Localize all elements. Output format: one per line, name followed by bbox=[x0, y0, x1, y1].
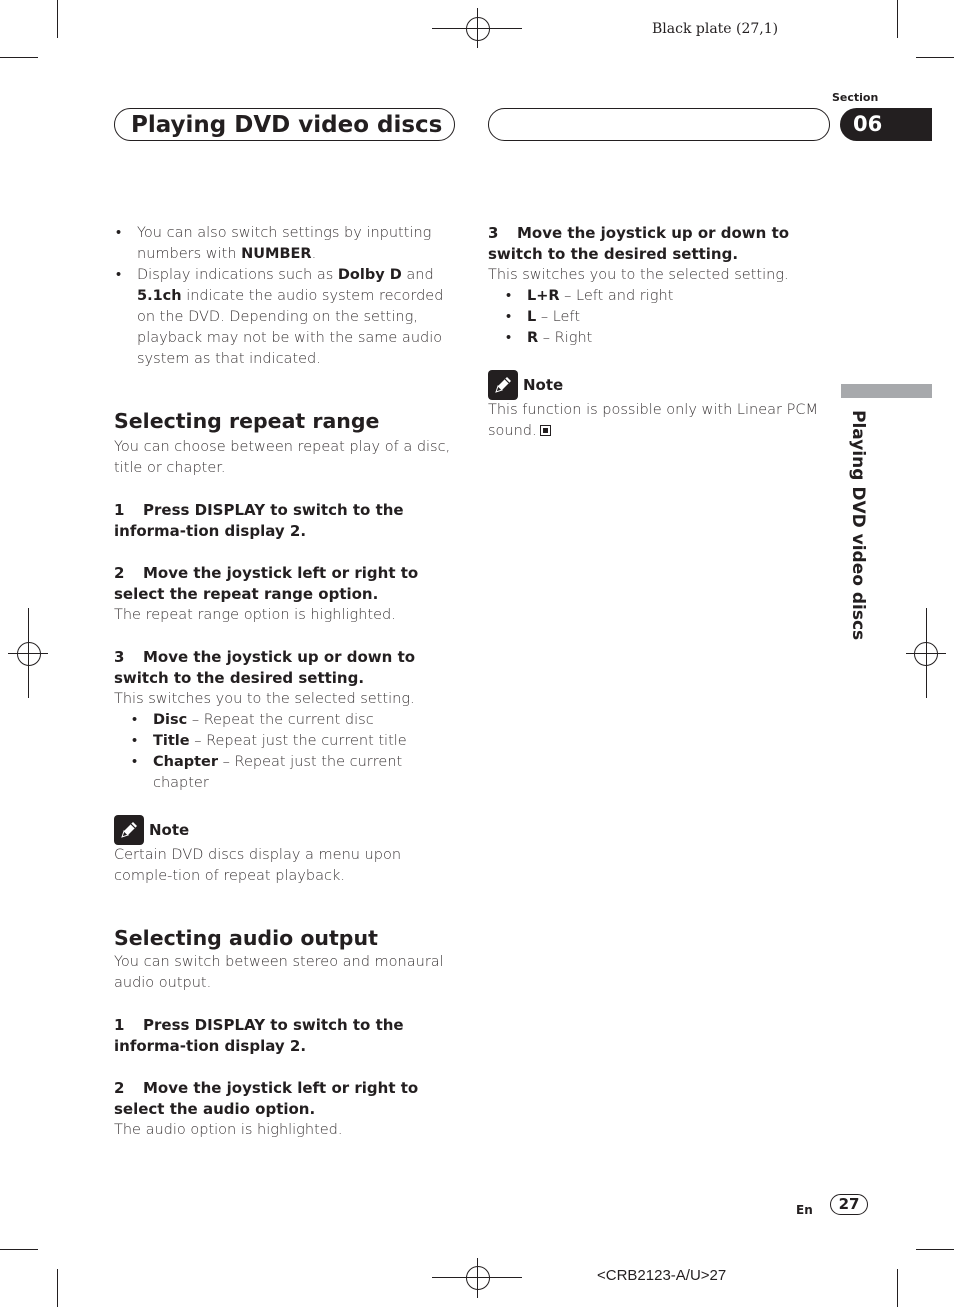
header-blank-pill bbox=[488, 108, 830, 141]
right-column bbox=[488, 223, 833, 442]
pencil-note-icon bbox=[488, 370, 518, 400]
option-desc: – Left and right bbox=[559, 288, 674, 304]
plate-info: Black plate (27,1) bbox=[652, 21, 779, 37]
repeat-step-3 bbox=[114, 647, 459, 689]
step-text: Move the joystick left or right to select the audio option. bbox=[114, 1079, 419, 1118]
repeat-step-2-desc: The repeat range option is highlighted. bbox=[114, 607, 396, 623]
repeat-note-header bbox=[114, 815, 459, 845]
note-label: Note bbox=[149, 820, 190, 839]
bold-term: NUMBER bbox=[241, 246, 312, 262]
option-desc: – Right bbox=[538, 330, 593, 346]
audio-output-heading: Selecting audio output bbox=[114, 926, 378, 950]
language-code: En bbox=[796, 1203, 813, 1217]
section-number: 06 bbox=[853, 112, 883, 136]
repeat-step-2 bbox=[114, 563, 459, 605]
step-text: Move the joystick up or down to switch to the desired setting. bbox=[488, 224, 790, 263]
chapter-title: Playing DVD video discs bbox=[131, 112, 443, 138]
audio-note-text: This function is possible only with Linear PCM sound. bbox=[488, 402, 818, 439]
audio-step-3-desc: This switches you to the selected setting. bbox=[488, 267, 789, 283]
end-mark-icon bbox=[540, 425, 551, 436]
text-run: . bbox=[311, 246, 317, 262]
repeat-note-text: Certain DVD discs display a menu upon comple-tion of repeat playback. bbox=[114, 847, 402, 884]
audio-note-paragraph bbox=[488, 400, 833, 442]
audio-step-2 bbox=[114, 1078, 459, 1120]
text-run: You can also switch settings by inputting numbers with bbox=[137, 225, 432, 262]
step-number: 3 bbox=[488, 224, 499, 242]
step-text: Press DISPLAY to switch to the informa-tion display 2. bbox=[114, 501, 404, 540]
note-label: Note bbox=[523, 375, 564, 394]
step-number: 2 bbox=[114, 564, 125, 582]
option-key: L+R bbox=[527, 288, 560, 304]
bullet-text bbox=[137, 225, 431, 262]
repeat-step-1 bbox=[114, 500, 459, 542]
bullet-text bbox=[137, 267, 443, 367]
option-desc: – Repeat the current disc bbox=[187, 712, 374, 728]
audio-option-list bbox=[488, 286, 833, 349]
option-key: L bbox=[527, 309, 537, 325]
step-number: 1 bbox=[114, 501, 125, 519]
option-desc: – Left bbox=[536, 309, 580, 325]
text-run: Display indications such as bbox=[137, 267, 338, 283]
page-number-badge bbox=[830, 1194, 868, 1215]
audio-option-left bbox=[488, 307, 833, 328]
side-tab-bar bbox=[841, 384, 932, 398]
bold-term: 5.1ch bbox=[137, 288, 182, 304]
step-text: Move the joystick up or down to switch to the desired setting. bbox=[114, 648, 416, 687]
audio-note-header bbox=[488, 370, 833, 400]
repeat-option-chapter bbox=[114, 752, 459, 794]
intro-bullet-list bbox=[114, 223, 459, 370]
option-key: Disc bbox=[153, 712, 188, 728]
repeat-step-3-desc: This switches you to the selected setting. bbox=[114, 691, 415, 707]
section-label: Section bbox=[832, 91, 879, 104]
section-number-badge bbox=[840, 108, 932, 141]
step-number: 2 bbox=[114, 1079, 125, 1097]
text-run: indicate the audio system recorded on the DVD. Depending on the setting, playback may not be with the same audio system as that indicated. bbox=[137, 288, 444, 367]
repeat-option-disc bbox=[114, 710, 459, 731]
step-number: 1 bbox=[114, 1016, 125, 1034]
audio-output-intro: You can switch between stereo and monaural audio output. bbox=[114, 954, 444, 991]
pencil-note-icon bbox=[114, 815, 144, 845]
step-text: Press DISPLAY to switch to the informa-tion display 2. bbox=[114, 1016, 404, 1055]
audio-step-2-desc: The audio option is highlighted. bbox=[114, 1122, 343, 1138]
repeat-range-heading: Selecting repeat range bbox=[114, 409, 380, 433]
repeat-option-title bbox=[114, 731, 459, 752]
chapter-title-pill bbox=[114, 108, 455, 141]
page-number: 27 bbox=[838, 1195, 860, 1213]
audio-step-1 bbox=[114, 1015, 459, 1057]
step-text: Move the joystick left or right to select the repeat range option. bbox=[114, 564, 419, 603]
option-key: R bbox=[527, 330, 539, 346]
step-number: 3 bbox=[114, 648, 125, 666]
repeat-range-intro: You can choose between repeat play of a disc, title or chapter. bbox=[114, 439, 451, 476]
audio-step-3 bbox=[488, 223, 833, 265]
option-desc: – Repeat just the current title bbox=[189, 733, 407, 749]
side-tab-label: Playing DVD video discs bbox=[848, 410, 868, 641]
option-key: Chapter bbox=[153, 754, 219, 770]
document-code: <CRB2123-A/U>27 bbox=[597, 1267, 727, 1284]
intro-bullet-1 bbox=[114, 223, 459, 265]
intro-bullet-2 bbox=[114, 265, 459, 370]
audio-option-right bbox=[488, 328, 833, 349]
option-desc: – Repeat just the current chapter bbox=[153, 754, 403, 791]
text-run: and bbox=[401, 267, 434, 283]
left-column bbox=[114, 223, 459, 1141]
audio-option-left-right bbox=[488, 286, 833, 307]
bold-term: Dolby D bbox=[337, 267, 402, 283]
repeat-option-list bbox=[114, 710, 459, 794]
option-key: Title bbox=[153, 733, 190, 749]
